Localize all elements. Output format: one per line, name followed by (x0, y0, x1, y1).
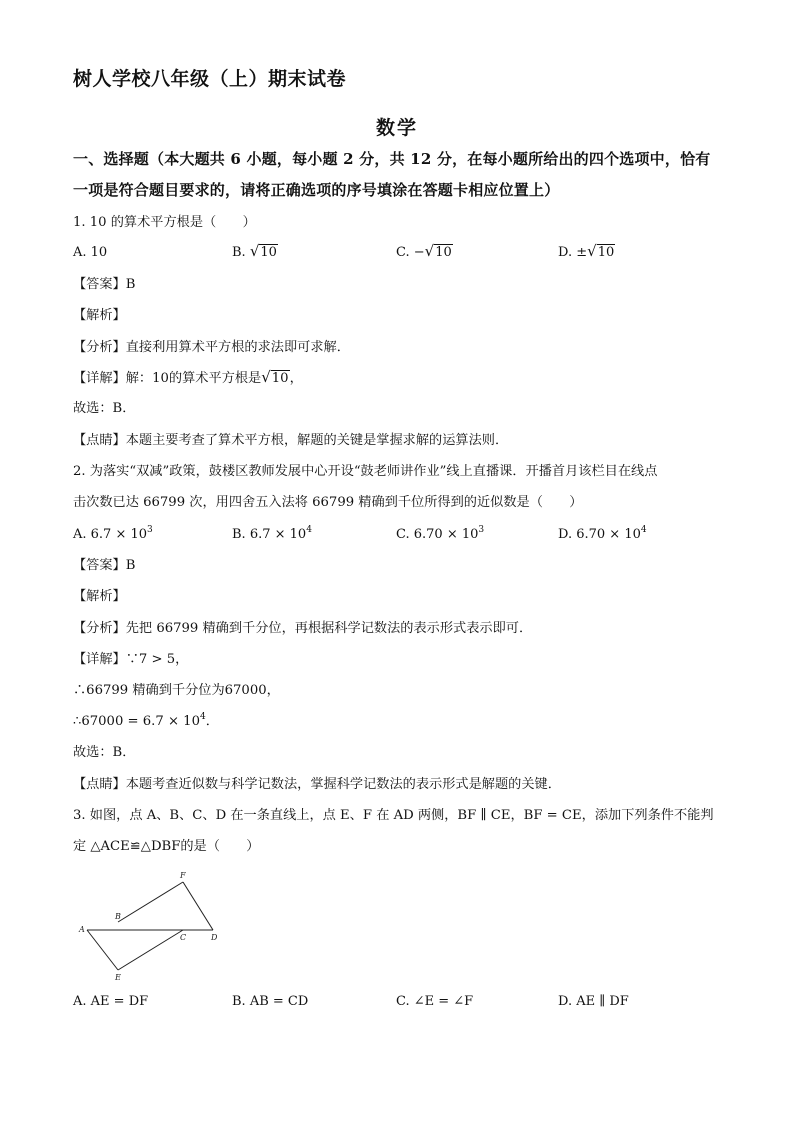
section-heading-line1: 一、选择题（本大题共 6 小题，每小题 2 分，共 12 分，在每小题所给出的四个选项中，恰有 (73, 150, 711, 168)
q3-stem-line2: 定 △ACE≌△DBF的是（ ） (73, 839, 260, 854)
q1-option-b: B. √10 (232, 242, 277, 260)
q3-option-b: B. AB = CD (232, 994, 309, 1009)
q2-option-d: D. $6.70 \times 10^4$ (558, 525, 647, 542)
label-b: B (115, 912, 121, 921)
q2-dianjing: 【点睛】本题考查近似数与科学记数法，掌握科学记数法的表示形式是解题的关键． (73, 777, 561, 792)
exam-title: 树人学校八年级（上）期末试卷 (73, 68, 347, 90)
q2-fenxi: 【分析】先把 66799 精确到千分位，再根据科学记数法的表示形式表示即可． (73, 621, 533, 636)
q1-xiangjie: 【详解】解：10的算术平方根是√10， (73, 368, 303, 386)
q1-dianjing: 【点睛】本题主要考查了算术平方根，解题的关键是掌握求解的运算法则． (73, 433, 509, 448)
label-e: E (115, 973, 121, 981)
q2-stem-line1: 2. 为落实“双减”政策，鼓楼区教师发展中心开设“鼓老师讲作业”线上直播课．开播首月该栏目在线点 (73, 464, 658, 479)
q1-answer: 【答案】B (73, 277, 136, 292)
label-f: F (180, 871, 186, 880)
q1-stem: 1. 10 的算术平方根是（ ） (73, 215, 256, 230)
q1-option-a: A. 10 (73, 245, 108, 260)
q2-option-c: C. $6.70 \times 10^3$ (396, 525, 485, 542)
q1-analysis-heading: 【解析】 (73, 308, 126, 323)
q1-option-c: C. −√10 (396, 242, 452, 260)
segment-ae (87, 930, 118, 970)
q2-xiangjie: 【详解】∵7 > 5， (73, 652, 189, 667)
q1-fenxi: 【分析】直接利用算术平方根的求法即可求解． (73, 340, 350, 355)
label-a: A (79, 925, 85, 934)
label-c: C (180, 933, 187, 942)
sqrt-symbol: √10 (249, 242, 277, 260)
q3-option-d: D. AE ∥ DF (558, 994, 629, 1009)
segment-fd (183, 882, 213, 930)
q2-step2: ∴67000 = $6.7 \times 10^4$． (73, 712, 219, 729)
subject-heading: 数学 (375, 117, 418, 139)
segment-ec (118, 930, 183, 970)
q2-stem-line2: 击次数已达 66799 次，用四舍五入法将 66799 精确到千位所得到的近似数是（ ） (73, 495, 583, 510)
sqrt-symbol: √10 (261, 368, 289, 386)
section-heading-line2: 一项是符合题目要求的，请将正确选项的序号填涂在答题卡相应位置上） (73, 181, 560, 199)
sqrt-symbol: √10 (424, 242, 452, 260)
q3-option-a: A. AE = DF (73, 994, 149, 1009)
q2-step1: ∴66799 精确到千分位为67000， (73, 683, 280, 698)
q1-choice: 故选：B． (73, 401, 136, 416)
q2-choice: 故选：B． (73, 745, 136, 760)
label-d: D (211, 933, 218, 942)
q2-option-b: B. $6.7 \times 10^4$ (232, 525, 312, 542)
q2-answer: 【答案】B (73, 558, 136, 573)
q2-analysis-heading: 【解析】 (73, 589, 126, 604)
q1-option-d: D. ±√10 (558, 242, 615, 260)
q3-option-c: C. ∠E = ∠F (396, 994, 474, 1009)
geometry-figure (75, 866, 225, 981)
segment-bf (118, 882, 183, 922)
q2-option-a: A. $6.7 \times 10^3$ (73, 525, 153, 542)
q3-stem-line1: 3. 如图，点 A、B、C、D 在一条直线上，点 E、F 在 AD 两侧，BF ∥ CE，BF = CE，添加下列条件不能判 (73, 808, 714, 823)
sqrt-symbol: √10 (587, 242, 615, 260)
